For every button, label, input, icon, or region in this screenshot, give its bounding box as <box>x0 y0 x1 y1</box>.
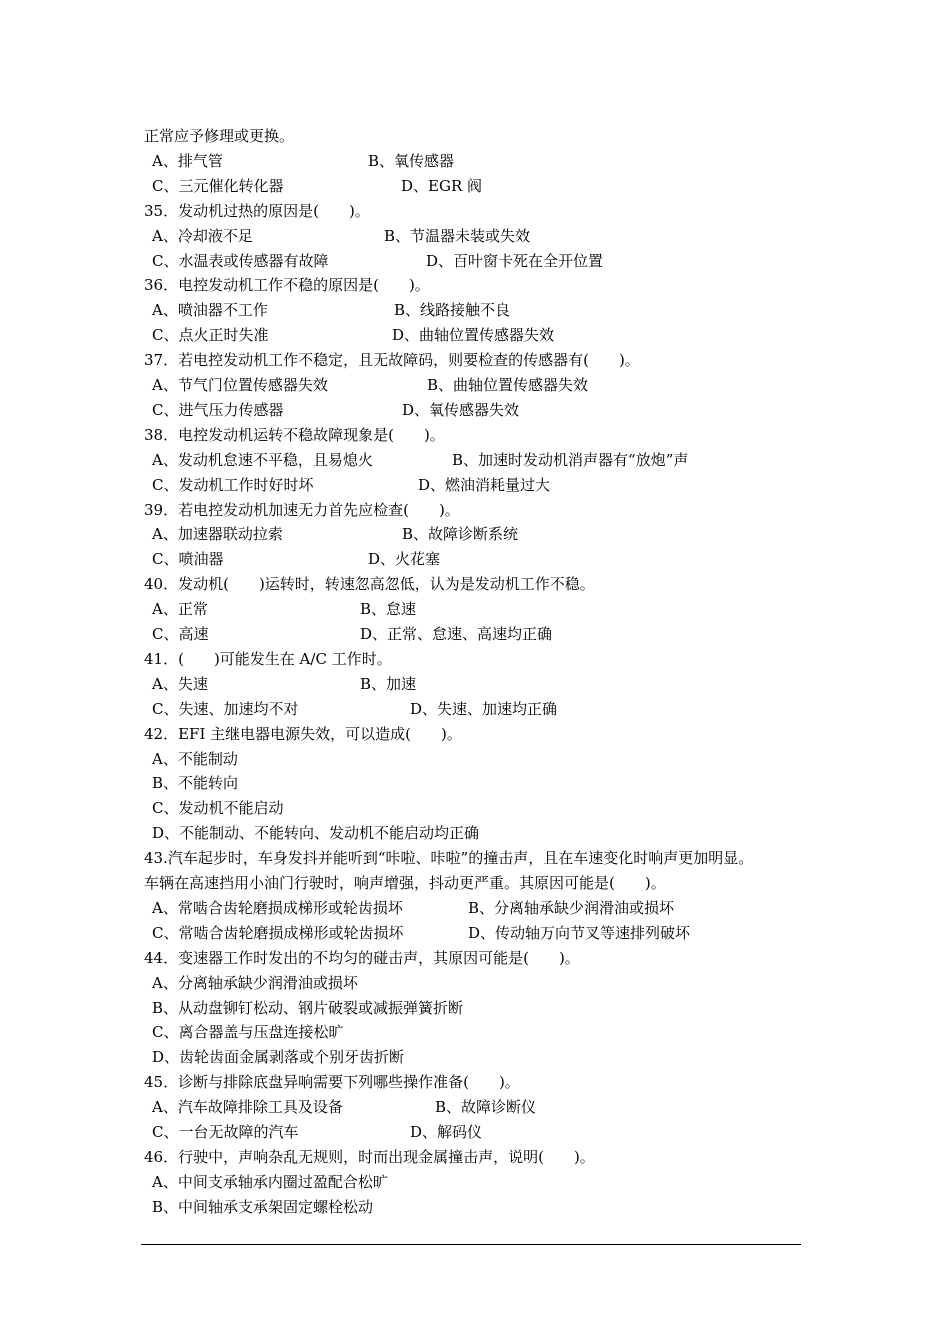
option-b: B、氧传感器 <box>368 151 455 170</box>
option-b: D、失速、加速均正确 <box>410 699 558 718</box>
question-stem: 46．行驶中，声响杂乱无规则，时而出现金属撞击声，说明( )。 <box>144 1147 595 1166</box>
option-b: B、加速 <box>360 674 417 693</box>
option-b: D、EGR 阀 <box>401 176 483 195</box>
option-line: B、不能转向 <box>152 774 239 793</box>
option-line: B、从动盘铆钉松动、钢片破裂或减振弹簧折断 <box>152 998 464 1017</box>
option-b: B、分离轴承缺少润滑油或损坏 <box>468 898 675 917</box>
question-stem: 41．( )可能发生在 A/C 工作时。 <box>144 649 392 668</box>
option-b: B、曲轴位置传感器失效 <box>427 376 589 394</box>
option-a: A、常啮合齿轮磨损成梯形或轮齿损坏 <box>152 898 403 917</box>
option-line: A、中间支承轴承内圈过盈配合松旷 <box>152 1172 388 1191</box>
option-a: C、一台无故障的汽车 <box>152 1123 299 1141</box>
option-a: A、喷油器不工作 <box>152 301 268 320</box>
option-a: A、失速 <box>152 674 208 693</box>
option-a: A、正常 <box>152 600 208 619</box>
option-line: C、发动机不能启动 <box>152 799 284 818</box>
question-stem: 39．若电控发动机加速无力首先应检查( )。 <box>144 500 460 519</box>
option-b: B、故障诊断仪 <box>435 1098 537 1117</box>
option-line: D、齿轮齿面金属剥落或个别牙齿折断 <box>152 1048 405 1067</box>
question-stem: 44．变速器工作时发出的不均匀的碰击声，其原因可能是( )。 <box>144 948 580 967</box>
option-a: C、点火正时失准 <box>152 326 269 345</box>
footer-rule <box>141 1244 801 1245</box>
option-line: D、不能制动、不能转向、发动机不能启动均正确 <box>152 824 480 843</box>
option-line: B、中间轴承支承架固定螺栓松动 <box>152 1197 374 1216</box>
option-a: C、发动机工作时好时坏 <box>152 475 314 494</box>
question-stem: 35．发动机过热的原因是( )。 <box>144 201 370 220</box>
question-stem: 38．电控发动机运转不稳故障现象是( )。 <box>144 425 445 444</box>
option-b: D、传动轴万向节叉等速排列破坏 <box>468 923 691 942</box>
option-b: D、正常、怠速、高速均正确 <box>360 625 553 643</box>
option-b: D、曲轴位置传感器失效 <box>392 326 555 345</box>
option-line: A、分离轴承缺少润滑油或损坏 <box>152 973 358 992</box>
text-line: 正常应予修理或更换。 <box>144 127 295 145</box>
question-stem: 42．EFI 主继电器电源失效，可以造成( )。 <box>144 724 462 743</box>
option-a: C、常啮合齿轮磨损成梯形或轮齿损坏 <box>152 923 404 942</box>
option-a: A、冷却液不足 <box>152 226 253 245</box>
option-b: D、火花塞 <box>368 550 441 569</box>
option-b: B、节温器未装或失效 <box>384 226 531 245</box>
option-a: A、节气门位置传感器失效 <box>152 376 328 394</box>
option-b: D、解码仪 <box>410 1123 483 1141</box>
option-b: B、线路接触不良 <box>394 301 511 320</box>
option-a: A、发动机怠速不平稳，且易熄火 <box>152 450 373 469</box>
option-b: B、加速时发动机消声器有“放炮”声 <box>452 450 689 469</box>
option-b: D、氧传感器失效 <box>402 400 520 419</box>
option-a: A、汽车故障排除工具及设备 <box>152 1098 343 1117</box>
option-a: A、排气管 <box>152 151 223 170</box>
option-b: B、怠速 <box>360 600 417 619</box>
option-b: D、燃油消耗量过大 <box>418 475 551 494</box>
option-line: C、离合器盖与压盘连接松旷 <box>152 1023 344 1042</box>
option-a: C、失速、加速均不对 <box>152 699 299 718</box>
question-stem: 45．诊断与排除底盘异响需要下列哪些操作准备( )。 <box>144 1073 520 1092</box>
option-a: C、进气压力传感器 <box>152 400 284 419</box>
question-stem: 37．若电控发动机工作不稳定，且无故障码，则要检查的传感器有( )。 <box>144 351 640 370</box>
question-stem: 车辆在高速挡用小油门行驶时，响声增强，抖动更严重。其原因可能是( )。 <box>144 874 666 892</box>
option-a: C、高速 <box>152 625 209 643</box>
question-stem: 40．发动机( )运转时，转速忽高忽低，认为是发动机工作不稳。 <box>144 575 595 594</box>
option-line: A、不能制动 <box>152 749 238 768</box>
option-a: C、喷油器 <box>152 550 224 569</box>
option-b: D、百叶窗卡死在全开位置 <box>426 251 604 270</box>
option-a: A、加速器联动拉索 <box>152 525 283 544</box>
option-b: B、故障诊断系统 <box>402 525 519 544</box>
option-a: C、三元催化转化器 <box>152 176 284 195</box>
question-stem: 36．电控发动机工作不稳的原因是( )。 <box>144 276 430 295</box>
option-a: C、水温表或传感器有故障 <box>152 251 329 270</box>
question-stem: 43.汽车起步时，车身发抖并能听到“咔啦、咔啦”的撞击声，且在车速变化时响声更加明显。 <box>144 849 754 868</box>
